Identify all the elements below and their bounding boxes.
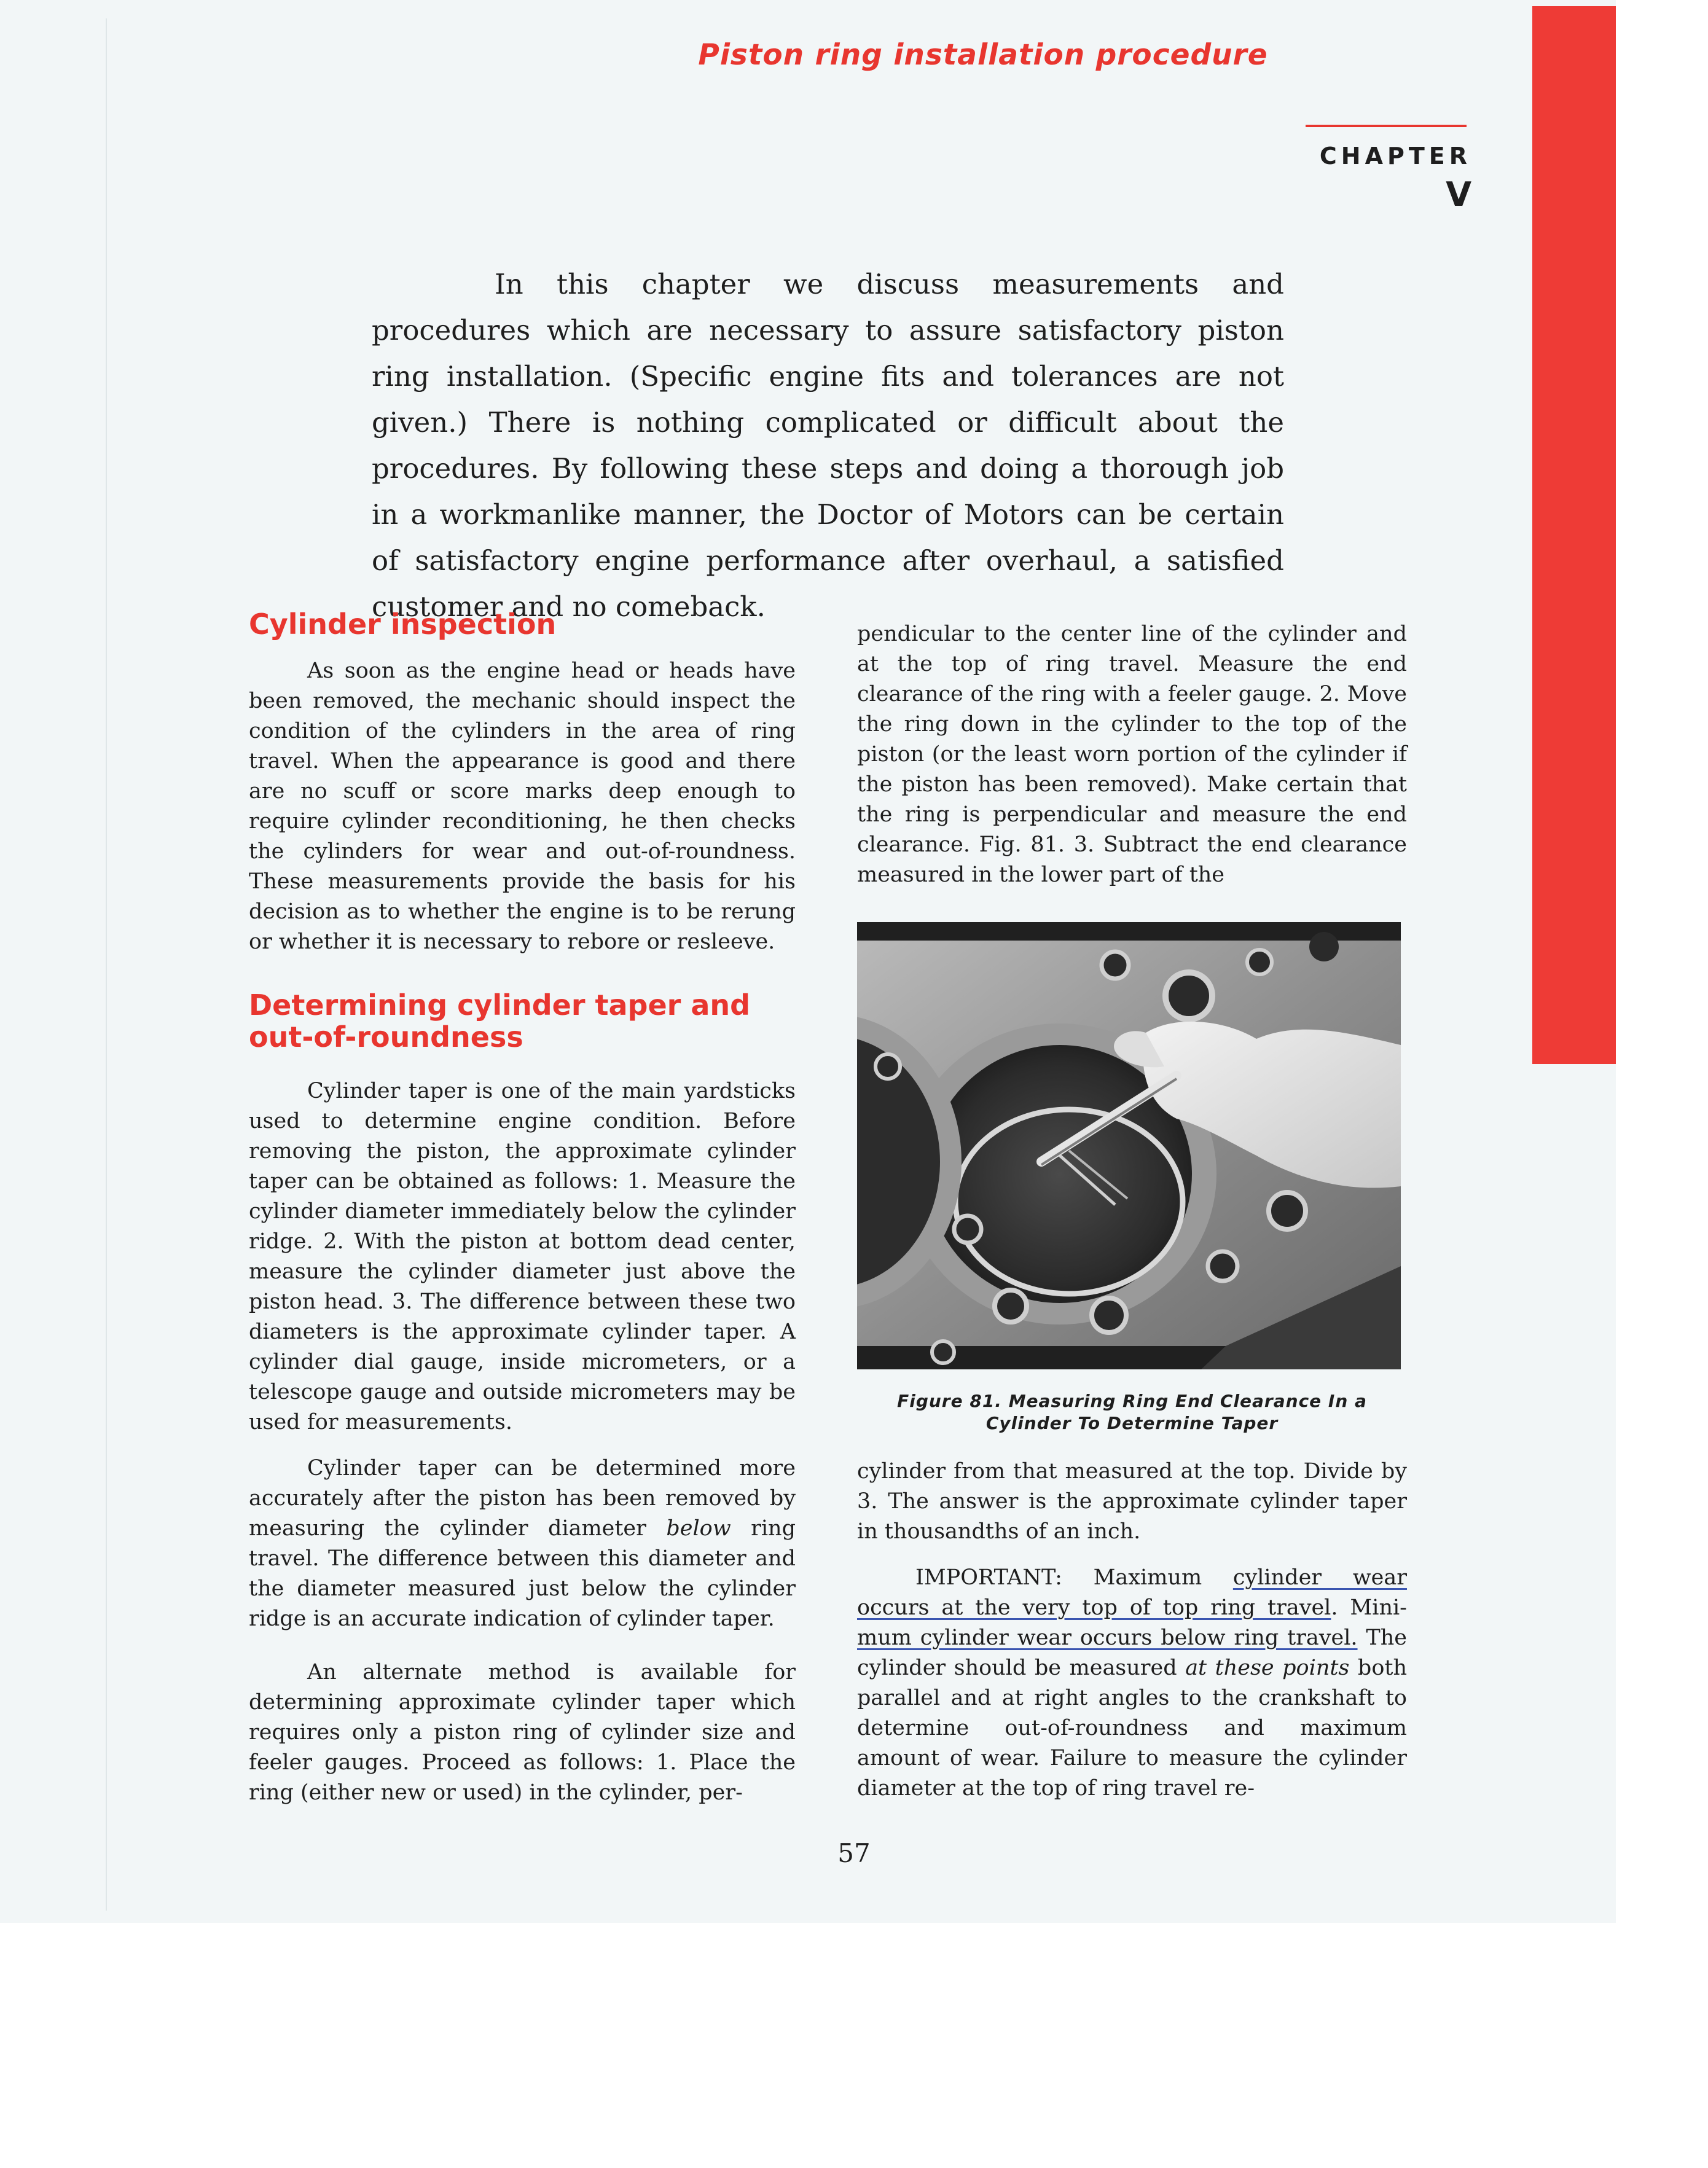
- left-column: [249, 608, 796, 1808]
- chapter-tab-marker: [1532, 6, 1616, 1064]
- figure-81-photo: [857, 922, 1401, 1369]
- running-title: Piston ring installation procedure: [698, 38, 1268, 72]
- heading-cylinder-taper: Determining cylinder taper and out-of-roundness: [249, 988, 751, 1054]
- text-run: both parallel and at right angles to the crankshaft to determine out-of-roundness and maximum amount of wear. Failure to measure the cylinder diameter at the top of ring travel re-: [857, 1656, 1407, 1801]
- text-run: IMPORTANT: Maximum: [915, 1565, 1233, 1590]
- right-column: [857, 619, 1407, 1804]
- chapter-rule: [1306, 125, 1467, 127]
- text-run: . Mini-: [1331, 1595, 1408, 1620]
- page-fold-shadow: [106, 18, 107, 1911]
- handwritten-underline-min-wear: mum cylinder wear occurs below ring travel.: [857, 1626, 1358, 1650]
- handwritten-underline-max-wear: cylinder wear occurs at the very top of top ring travel: [857, 1565, 1407, 1620]
- paragraph-alternate-method: An alternate method is available for determining approximate cylinder taper which requires only a piston ring of cylinder size and feeler gauges. Proceed as follows: 1. Place the ring (either new or used) in the cylinder, per-: [249, 1660, 796, 1805]
- paragraph-cylinder-inspection: As soon as the engine head or heads have been removed, the mechanic should inspect the condition of the cylinders in the area of ring travel. When the appearance is good and there are no scuff or score marks deep enough to require cylinder reconditioning, he then checks the cylinders for wear and out-of-roundness. These measurements provide the basis for his decision as to whether the engine is to be rerung or whether it is necessary to rebore or resleeve.: [249, 659, 796, 954]
- paragraph-ring-method-continued: pendicular to the center line of the cylinder and at the top of ring travel. Measure the end clearance of the ring with a feeler gauge. 2. Move the ring down in the cylinder to the top of the piston (or the least worn portion of the cylinder if the piston has been removed). Make certain that the ring is perpendicular and measure the end clearance. Fig. 81. 3. Subtract the end clearance measured in the lower part of the: [857, 622, 1407, 887]
- chapter-label: CHAPTER: [1319, 143, 1471, 170]
- caption-line: Cylinder To Determine Taper: [985, 1413, 1279, 1433]
- emphasis-below: below: [666, 1516, 731, 1541]
- paragraph-divide-by-three: cylinder from that measured at the top. Divide by 3. The answer is the approximate cylinder taper in thousandths of an inch.: [857, 1459, 1407, 1544]
- paragraph-taper-method: Cylinder taper is one of the main yardsticks used to determine engine condition. Before removing the piston, the approximate cylinder taper can be obtained as follows: 1. Measure the cylinder diameter immediately below the cylinder ridge. 2. With the piston at bottom dead center, measure the cylinder diameter just above the piston head. 3. The difference between these two diameters is the approximate cylinder taper. A cylinder dial gauge, inside micrometers, or a telescope gauge and outside micrometers may be used for measurements.: [249, 1079, 796, 1434]
- page-number: 57: [837, 1838, 871, 1868]
- chapter-number: V: [1446, 175, 1471, 214]
- heading-cylinder-inspection: Cylinder inspection: [249, 608, 557, 641]
- emphasis-at-these-points: at these points: [1185, 1656, 1350, 1680]
- caption-line: Figure 81. Measuring Ring End Clearance In a: [897, 1391, 1367, 1411]
- figure-81-caption: [857, 1390, 1407, 1434]
- intro-paragraph: In this chapter we discuss measurements and procedures which are necessary to assure satisfactory piston ring installation. (Specific engine fits and tolerances are not given.) There is nothing complicated or difficult about the procedures. By following these steps and doing a thorough job in a workmanlike manner, the Doctor of Motors can be certain of satisfactory engine performance after overhaul, a satisfied customer and no comeback.: [372, 268, 1284, 623]
- text-run: The cylinder should be measured: [857, 1626, 1407, 1680]
- paragraph-important-note: [857, 1563, 1407, 1804]
- engine-block-photo: [857, 922, 1401, 1369]
- text-run: Cylinder taper can be determined more accurately after the piston has been removed by measuring the cylinder diameter: [249, 1456, 796, 1541]
- text-run: ring travel. The difference between this diameter and the diameter measured just below the cylinder ridge is an accurate indication of cylinder taper.: [249, 1516, 796, 1631]
- chapter-intro: [372, 261, 1284, 630]
- paragraph-taper-after-removal: [249, 1454, 796, 1634]
